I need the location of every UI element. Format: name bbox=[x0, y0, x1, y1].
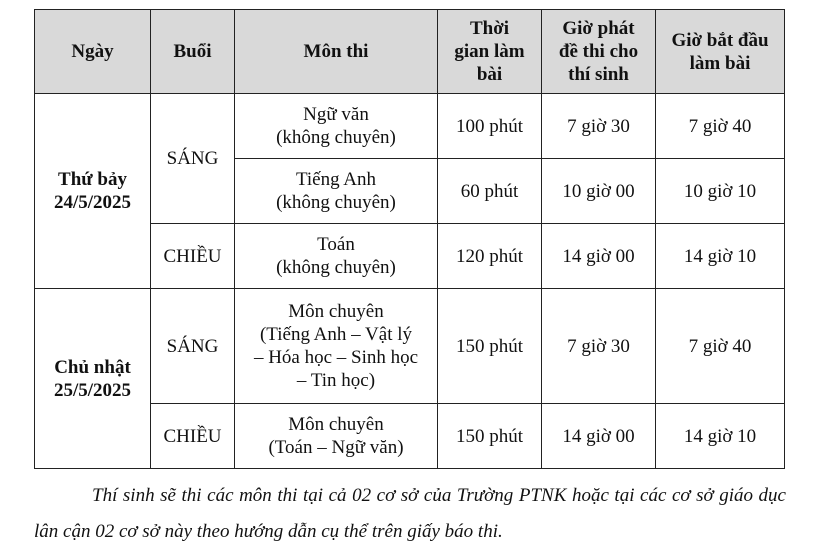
subject-cell: Môn chuyên (Tiếng Anh – Vật lý – Hóa học – Sinh học – Tin học) bbox=[235, 289, 438, 404]
exam-location-note: Thí sinh sẽ thi các môn thi tại cả 02 cơ sở của Trường PTNK hoặc tại các cơ sở giáo dục lân cận 02 cơ sở này theo hướng dẫn cụ thể trên giấy báo thi. bbox=[34, 485, 786, 542]
day-cell-saturday: Thứ bảy 24/5/2025 bbox=[35, 94, 151, 289]
table-row bbox=[35, 289, 785, 404]
duration-cell: 60 phút bbox=[438, 159, 542, 224]
session-cell: CHIỀU bbox=[151, 224, 235, 289]
duration-cell: 150 phút bbox=[438, 289, 542, 404]
start-time-cell: 7 giờ 40 bbox=[656, 289, 785, 404]
subject-cell: Tiếng Anh (không chuyên) bbox=[235, 159, 438, 224]
distribute-time-cell: 10 giờ 00 bbox=[542, 159, 656, 224]
header-day: Ngày bbox=[35, 10, 151, 94]
start-time-cell: 14 giờ 10 bbox=[656, 224, 785, 289]
distribute-time-cell: 7 giờ 30 bbox=[542, 94, 656, 159]
subject-cell: Ngữ văn (không chuyên) bbox=[235, 94, 438, 159]
subject-cell: Toán (không chuyên) bbox=[235, 224, 438, 289]
session-cell: SÁNG bbox=[151, 94, 235, 224]
start-time-cell: 7 giờ 40 bbox=[656, 94, 785, 159]
start-time-cell: 10 giờ 10 bbox=[656, 159, 785, 224]
table-row bbox=[35, 94, 785, 159]
session-cell: CHIỀU bbox=[151, 404, 235, 469]
session-cell: SÁNG bbox=[151, 289, 235, 404]
duration-cell: 100 phút bbox=[438, 94, 542, 159]
header-duration: Thời gian làm bài bbox=[438, 10, 542, 94]
header-start-time: Giờ bắt đầu làm bài bbox=[656, 10, 785, 94]
duration-cell: 120 phút bbox=[438, 224, 542, 289]
subject-cell: Môn chuyên (Toán – Ngữ văn) bbox=[235, 404, 438, 469]
distribute-time-cell: 7 giờ 30 bbox=[542, 289, 656, 404]
distribute-time-cell: 14 giờ 00 bbox=[542, 404, 656, 469]
header-subject: Môn thi bbox=[235, 10, 438, 94]
header-distribute-time: Giờ phát đề thi cho thí sinh bbox=[542, 10, 656, 94]
distribute-time-cell: 14 giờ 00 bbox=[542, 224, 656, 289]
day-cell-sunday: Chủ nhật 25/5/2025 bbox=[35, 289, 151, 469]
exam-schedule-table bbox=[34, 9, 785, 469]
header-row bbox=[35, 10, 785, 94]
header-session: Buổi bbox=[151, 10, 235, 94]
start-time-cell: 14 giờ 10 bbox=[656, 404, 785, 469]
duration-cell: 150 phút bbox=[438, 404, 542, 469]
